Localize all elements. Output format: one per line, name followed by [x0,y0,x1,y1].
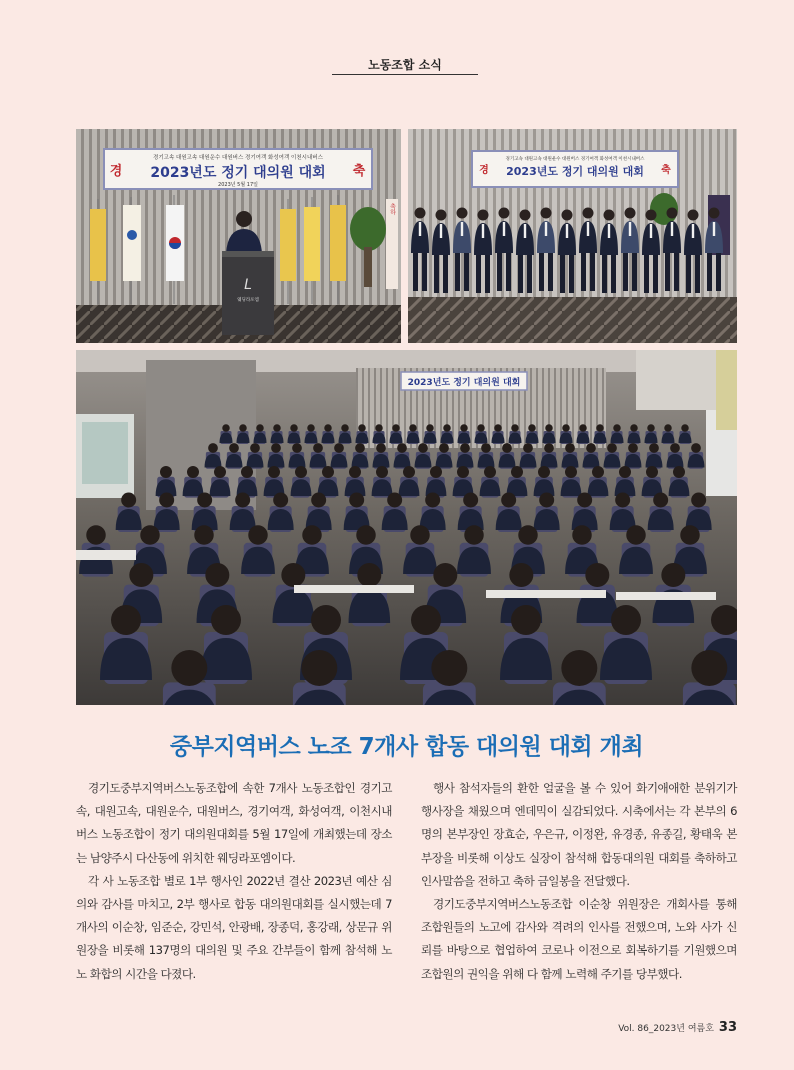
svg-text:L: L [244,277,252,293]
page-number: 33 [718,1020,737,1035]
issue-label: Vol. 86_2023년 여름호 [618,1024,714,1034]
article-column-left [76,777,392,986]
section-label: 노동조합 소식 [368,58,442,72]
article-paragraph: 각 사 노동조합 별로 1부 행사인 2022년 결산 2023년 예산 심의와 감사를 마치고, 2부 행사로 합동 대의원대회를 실시했는데 7개사의 이순창, 임준순, 강민석, 안광배, 장종덕, 홍강래, 상문규 위원장을 비롯해 137명의 대의원 및 주요 간부들이 함께 참석해 노노 화합의 시간을 다졌다. [76,873,392,981]
article-column-right [421,777,737,986]
page-footer [618,1020,737,1035]
section-rule [332,74,478,75]
banner-title-text: 2023년도 정기 대의원 대회 [150,165,326,181]
banner-small-text: 경기고속 대원고속 대원운수 대원버스 경기여객 화성여객 이천시내버스 [153,155,323,161]
banner2-title-text: 2023년도 정기 대의원 대회 [506,165,644,178]
photo-group-portrait [408,129,737,343]
banner2-left-char: 경 [479,165,489,176]
svg-text:축하: 축하 [388,203,396,215]
article-paragraph: 경기도중부지역버스노동조합에 속한 7개사 노동조합인 경기고속, 대원고속, 대원운수, 대원버스, 경기여객, 화성여객, 이천시내버스 노동조합이 정기 대의원대회를 5월 17일에 개최했는데 장소는 남양주시 다산동에 위치한 웨딩라포엠이다. [76,781,392,865]
podium-text: 웨딩라포엠 [237,298,259,303]
article-paragraph: 경기도중부지역버스노동조합 이순창 위원장은 개회사를 통해 조합원들의 노고에 감사와 격려의 인사를 전했으며, 노와 사가 신뢰를 바탕으로 협업하여 코로나 이전으로 회복하기를 기원했으며 조합원의 권익을 위해 다 함께 노력해 주기를 당부했다. [421,897,737,981]
banner-date-text: 2023년 5월 17일 [218,182,258,188]
banner-left-char: 경 [109,164,123,179]
article-paragraph: 행사 참석자들의 환한 얼굴을 볼 수 있어 화기애애한 분위기가 행사장을 채웠으며 엔데믹이 실감되었다. 시축에서는 각 본부의 6명의 본부장인 장효순, 우은규, 이정완, 유경종, 유종길, 황태욱 본부장을 비롯해 이상도 실장이 참석해 합동대의원 대회를 축하하고 인사말씀을 전하고 축하 금일봉을 전달했다. [421,781,737,888]
banner-right-char: 축 [352,164,366,179]
banner2-small-text: 경기고속 대원고속 대원운수 대원버스 경기여객 화성여객 이천시내버스 [505,157,645,162]
article-headline: 중부지역버스 노조 7개사 합동 대의원 대회 개최 [169,734,644,760]
banner2-right-char: 축 [661,165,671,176]
banner3-title-text: 2023년도 정기 대의원 대회 [407,378,521,388]
photo-speaker-at-podium [76,129,401,343]
photo-audience-hall [76,350,737,705]
